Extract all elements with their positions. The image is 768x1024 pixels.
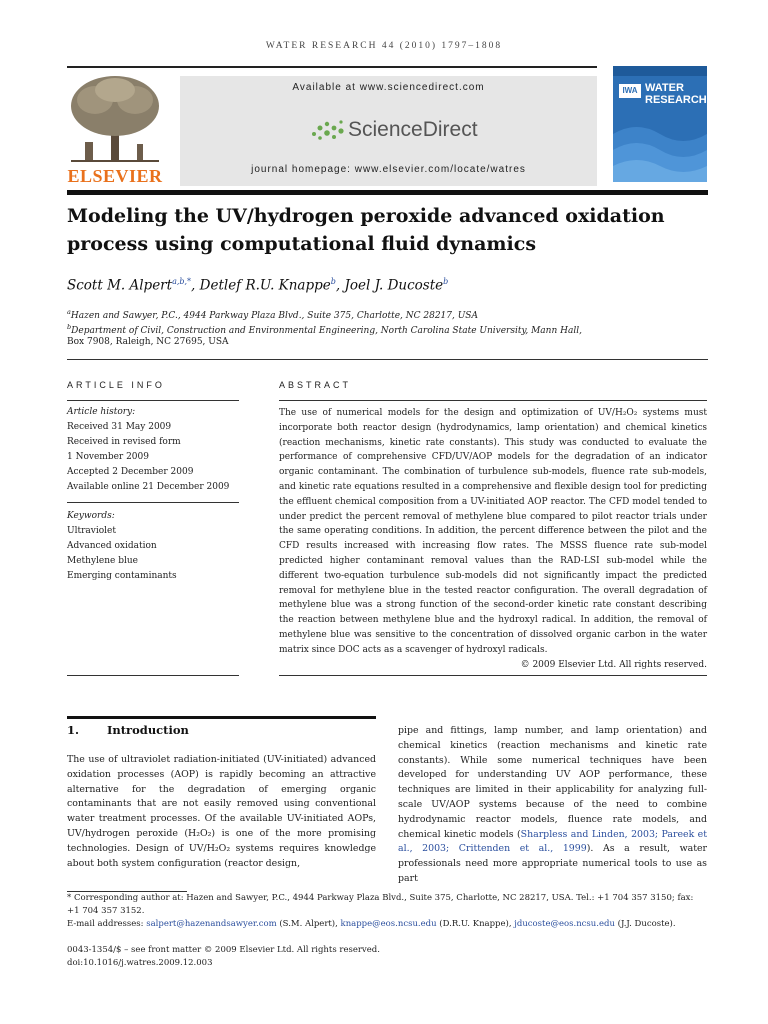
history-item: Accepted 2 December 2009 [67,467,194,477]
section-title: Introduction [107,723,189,737]
section-rule [67,716,376,719]
keyword: Advanced oxidation [67,541,157,551]
affiliation: $^b$Department of Civil, Construction and Environmental Engineering, North Carolina State University, Mann Hall, [67,323,582,336]
author-affil-mark[interactable]: b [443,277,449,286]
article-info-heading: ARTICLE INFO [67,380,165,390]
author-affil-mark[interactable]: a,b,* [172,277,192,286]
divider [67,502,239,503]
abstract-copyright: © 2009 Elsevier Ltd. All rights reserved. [520,659,707,670]
author-name: Scott M. Alpert [67,277,173,294]
iwa-logo: IWA [619,84,641,98]
divider [67,359,708,360]
divider [279,400,707,401]
affiliation: $^a$Hazen and Sawyer, P.C., 4944 Parkway Plaza Blvd., Suite 375, Charlotte, NC 28217, USA [67,308,478,321]
divider [67,675,239,676]
intro-left-column: The use of ultraviolet radiation-initiated (UV-initiated) advanced oxidation processes (AOP) is rapidly becoming an attractive alternative for the degradation of emerging organic contaminants that are not easily removed using conventional water treatment processes. Of the available UV-initiated AOPs, UV/hydrogen peroxide (H₂O₂) is one of the more promising technologies. Design of UV/H₂O₂ systems requires knowledge about both system configuration (reactor design, [67,754,376,869]
available-at-text: Available at www.sciencedirect.com [292,82,485,93]
cover-wave-icon [613,114,707,182]
section-heading-introduction [67,723,189,737]
history-item: Received 31 May 2009 [67,422,172,432]
history-item: Received in revised form [67,437,181,447]
section-number: 1. [67,723,80,737]
masthead-rule [67,66,597,68]
author-list: Scott M. Alpert$^{a,b,*}$, Detlef R.U. Knappe$^b$, Joel J. Ducoste$^b$ [67,277,449,294]
elsevier-wordmark: ELSEVIER [67,166,163,186]
header-heavy-rule [67,190,708,195]
journal-homepage-text: journal homepage: www.elsevier.com/locate/watres [251,164,526,175]
intro-right-column: pipe and fittings, lamp number, and lamp orientation) and chemical kinetics (reaction mechanisms and kinetic rate constants). While some numerical techniques have been developed for understanding UV AOP performance, these techniques are limited in their applicability for analyzing full-scale UV/AOP systems because of the need to combine hydrodynamic reactor models, fluence rate models, and chemical kinetic models (Sharpless and Linden, 2003; Pareek et al., 2003; Crittenden et al., 1999). As a result, water professionals need more appropriate numerical tools to use as part [398,725,707,884]
sciencedirect-dots-icon [308,114,348,146]
sciencedirect-logo [308,114,478,146]
email-link[interactable]: knappe@eos.ncsu.edu [340,919,437,929]
journal-cover [613,66,707,182]
cover-title-line1: WATER [645,82,684,94]
keyword: Ultraviolet [67,526,116,536]
cover-title-line2: RESEARCH [645,94,707,106]
sciencedirect-banner [180,76,597,186]
corresponding-author-note: * Corresponding author at: Hazen and Sawyer, P.C., 4944 Parkway Plaza Blvd., Suite 375, Charlotte, NC 28217, USA. Tel.: +1 704 357 3150; fax: +1 704 357 3152. [67,893,694,916]
divider [279,675,707,676]
keyword: Emerging contaminants [67,571,177,581]
abstract-body [279,406,707,672]
sciencedirect-wordmark: ScienceDirect [348,118,478,141]
affiliation: Box 7908, Raleigh, NC 27695, USA [67,337,229,347]
abstract-text: The use of numerical models for the design and optimization of UV/H₂O₂ systems must incorporate both reactor design (hydrodynamics, lamp orientation) and chemical kinetics (reaction mechanisms, kinetic rate constants). This study was conducted to evaluate the performance of comprehensive CFD/UV/AOP models for the degradation of an indicator organic contaminant. The combination of turbulence sub-models, fluence rate sub-models, and kinetic rate equations resulted in a comprehensive and flexible design tool for predicting the effluent chemical composition from a UV-initiated AOP reactor. The CFD model tended to under predict the percent removal of methylene blue compared to pilot reactor trials under the same operating conditions. In addition, the percent difference between the pilot and the CFD results increased with increasing flow rates. The MSSS fluence rate sub-model predicted higher contaminant removal values than the RAD-LSI sub-model while the different two-equation turbulence sub-models did not significantly impact the predicted removal for methylene blue in the tested reactor configuration. The overall degradation of methylene blue was a strong function of the second-order kinetic rate constant describing the reaction between methylene blue and the hydroxyl radical. In addition, the removal of methylene blue was sensitive to the concentration of dissolved organic carbon in the water matrix since DOC acts as a scavenger of hydroxyl radicals. [279,408,707,655]
history-item: Available online 21 December 2009 [67,482,230,492]
email-link[interactable]: salpert@hazenandsawyer.com [146,919,277,929]
author-affil-mark[interactable]: b [330,277,336,286]
citation-link[interactable]: Sharpless and Linden, 2003; Pareek et al., 2003; Crittenden et al., 1999 [398,828,707,855]
history-item: 1 November 2009 [67,452,149,462]
keywords-label: Keywords: [67,511,115,521]
history-label: Article history: [67,407,136,417]
abstract-heading: ABSTRACT [279,380,352,390]
author-name: Detlef R.U. Knappe [199,277,331,294]
journal-citation: WATER RESEARCH 44 (2010) 1797–1808 [265,41,503,51]
email-addresses: E-mail addresses: salpert@hazenandsawyer.com (S.M. Alpert), knappe@eos.ncsu.edu (D.R.U. Knappe), jducoste@eos.ncsu.edu (J.J. Ducoste). [67,919,676,929]
issn-line: 0043-1354/$ – see front matter © 2009 Elsevier Ltd. All rights reserved. [67,945,380,955]
doi-line[interactable]: doi:10.1016/j.watres.2009.12.003 [67,958,213,968]
keyword: Methylene blue [67,556,138,566]
author-name: Joel J. Ducoste [344,277,444,294]
divider [67,400,239,401]
elsevier-logo [65,72,165,190]
email-link[interactable]: jducoste@eos.ncsu.edu [514,919,615,929]
article-title: Modeling the UV/hydrogen peroxide advanced oxidation process using computational fluid dynamics [67,205,665,255]
